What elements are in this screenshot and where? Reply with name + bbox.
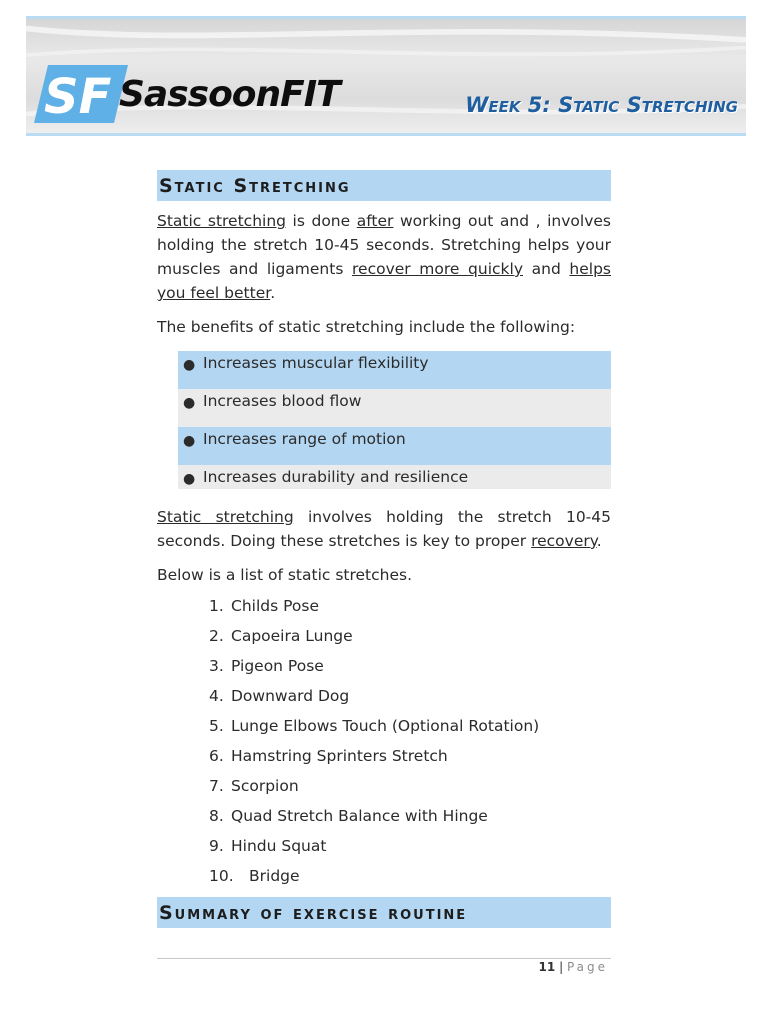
list-number: 3. [209, 657, 224, 675]
stretch-name: Hamstring Sprinters Stretch [231, 747, 448, 765]
list-item [157, 744, 611, 774]
list-item [157, 624, 611, 654]
term-recover-more-quickly: recover more quickly [352, 260, 524, 278]
list-item [157, 834, 611, 864]
recovery-text-1: involves holding the stretch 10-45 seconds. Doing these stretches is key to proper [157, 508, 611, 550]
page-number: 11 [538, 960, 556, 974]
list-number: 9. [209, 837, 224, 855]
list-number: 6. [209, 747, 224, 765]
list-item [157, 684, 611, 714]
intro-text-2: working out and , involves holding the stretch 10-45 seconds. Stretching helps your muscles and ligaments [157, 212, 611, 278]
brand-name: SassoonFIT [119, 74, 340, 115]
page-separator: | [559, 960, 564, 974]
section-heading-static-stretching: Static Stretching [157, 170, 611, 201]
bullet-icon: ● [183, 357, 196, 373]
list-item [157, 654, 611, 684]
benefit-text: Increases blood flow [203, 392, 362, 410]
sf-logo-mark [34, 65, 128, 123]
logo-letters: SF [44, 69, 112, 123]
recovery-text-2: . [596, 532, 602, 550]
stretch-name: Bridge [249, 867, 300, 885]
intro-text-1: is done [286, 212, 357, 230]
term-static-stretching-2: Static stretching [157, 508, 294, 526]
bullet-icon: ● [183, 433, 196, 449]
term-static-stretching: Static stretching [157, 212, 286, 230]
list-number: 10. [209, 867, 234, 885]
intro-text-3: and [523, 260, 570, 278]
stretch-name: Childs Pose [231, 597, 319, 615]
list-item [157, 804, 611, 834]
list-number: 7. [209, 777, 224, 795]
header-banner [26, 16, 746, 136]
list-item [178, 389, 611, 427]
list-number: 5. [209, 717, 224, 735]
list-item [157, 774, 611, 804]
stretch-name: Hindu Squat [231, 837, 327, 855]
page-footer [539, 960, 608, 974]
benefits-intro: The benefits of static stretching include the following: [157, 318, 576, 336]
benefit-text: Increases durability and resilience [203, 468, 469, 486]
page-label: Page [566, 960, 608, 974]
term-helps-feel-better: helps you feel better [157, 260, 612, 302]
footer-divider [157, 958, 611, 959]
bullet-icon: ● [183, 395, 196, 411]
list-number: 1. [209, 597, 224, 615]
list-item [157, 594, 611, 624]
list-number: 2. [209, 627, 224, 645]
benefit-text: Increases muscular flexibility [203, 354, 429, 372]
list-item [178, 427, 611, 465]
stretch-list [157, 594, 611, 894]
intro-paragraph [157, 209, 611, 305]
stretch-list-intro: Below is a list of static stretches. [157, 566, 413, 584]
list-item [157, 714, 611, 744]
intro-text-4: . [270, 284, 276, 302]
section-heading-summary: Summary of exercise routine [157, 897, 611, 928]
term-after: after [356, 212, 394, 230]
list-number: 4. [209, 687, 224, 705]
benefits-list [178, 351, 611, 489]
stretch-name: Downward Dog [231, 687, 350, 705]
benefit-text: Increases range of motion [203, 430, 406, 448]
list-item [157, 864, 611, 894]
week-title: Week 5: Static Stretching [465, 93, 738, 117]
main-content [157, 170, 611, 928]
bullet-icon: ● [183, 471, 196, 487]
stretch-name: Quad Stretch Balance with Hinge [231, 807, 488, 825]
stretch-name: Scorpion [231, 777, 299, 795]
list-item [178, 465, 611, 489]
stretch-name: Capoeira Lunge [231, 627, 353, 645]
list-item [178, 351, 611, 389]
list-number: 8. [209, 807, 224, 825]
term-recovery: recovery [531, 532, 597, 550]
stretch-name: Lunge Elbows Touch (Optional Rotation) [231, 717, 540, 735]
recovery-paragraph [157, 505, 611, 553]
stretch-name: Pigeon Pose [231, 657, 324, 675]
